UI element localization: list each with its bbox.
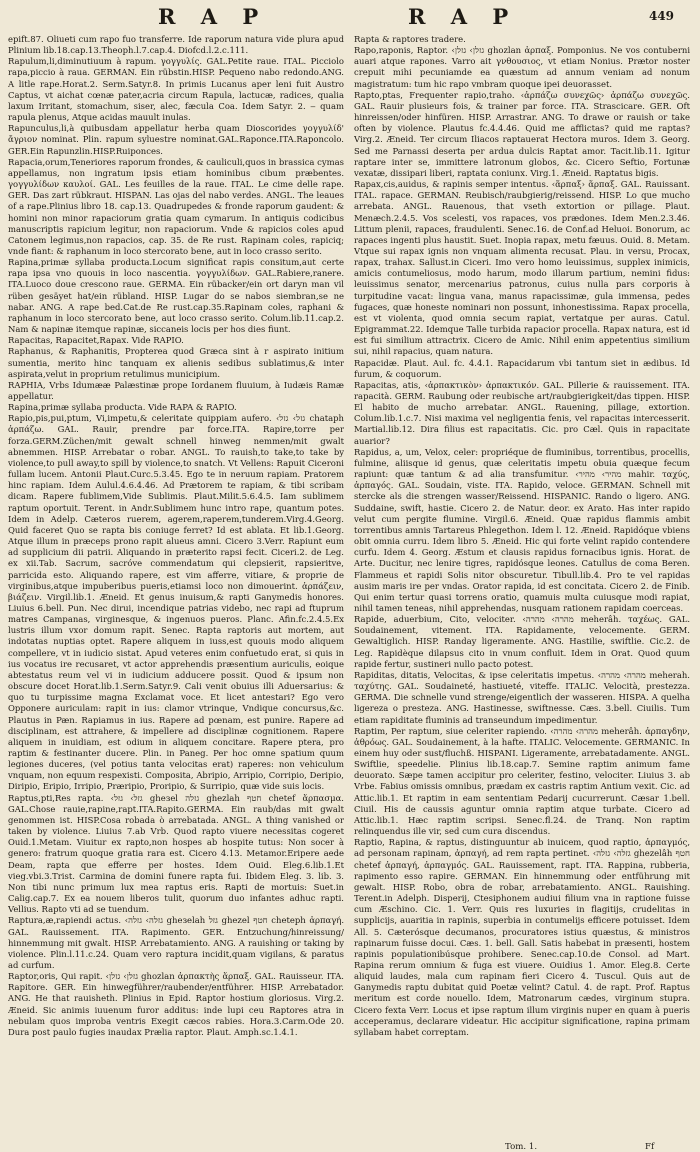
- page-number: 449: [648, 9, 674, 23]
- volume-mark: Tom. 1.: [505, 1142, 538, 1152]
- dictionary-entry: Rapio,pis,pui,ptum, Vi,impetu,& celeritate quippiam aufero. ‹גזל› גזל chataph ἁρπάζω. GAL. Rauir, prendre par force.ITA. Rapire,torre per forza.GERM.Züchen/mit gewalt schnell hinweg nemmen/mit gwalt abnemmen. HISP. Arrebatar o robar. ANGL. To rauish,to take,to take by violence,to pull away,to spill by violence,to snatch. Vt Vellens: Rapuit Ciceroni fullam lucem. Antonii Plaut.Curc.5.3.45. Ego te in neruum rapiam. Pratorem hinc rapiam. Idem Aulul.4.6.4.46. Ad Prætorem te rapiam, & tibi scribam dicam. Rapere fublimem,Vide Sublimis. Plaut.Milit.5.6.4.5. Iam sublimem raptum oportuit. Terent. in Andr.Sublimem hunc intro rape, quantum potes. Idem in Adelp. Cæteros ruerem, agerem,raperem,tunderem.Virg.4.Georg. Quid faceret Quo se rapta bis coniuge ferret? Id est ablata. Et lib.1.Georg. Atque illum in præceps prono rapit alueus amni. Cicero 3.Verr. Rapiunt eum ad supplicium dii patrii. Aliquando in præterito rapsi fecit. Ciceri.2. de Leg. ex xii.Tab. Sacrum, sacróve commendatum qui clepsierit, rapsieritve, parricida esto. Aliquando rapere, est vim afferre, vitiare, & proprie de virginibus,atque impuberibus pueris,etiamsi loco non dimouerint. ἁρπάζειν, βιάζειν. Virgil.lib.1. Æneid. Et genus inuisum,& rapti Ganymedis honores. Liuius 6.bell. Pun. Nec dirui, incendique patrias videbo, nec rapi ad ftuprum matres Campanas, virginesque, & ingenuos pueros. Planc. Afin.fc.2.4.5.Ex lustris illum vxor domum rapit. Senec. Rapta raptoris aut mortem, aut indotatas nuptias optet. Rapere aliquem in iuss,est quouis modo aliquem compellere, vt in iudicio sistat. Apud veteres enim confuetudo erat, si quis in ius vocatus ire recusaret, vt actor apprehendis præsentium auriculis, eoique abtestatus reum vel vi in iudicium adducere possit. Quod & ipsum non obscure docet Horat.lib.1.Serm.Satyr.9. Cali venit obuius illi Aduersarius: & quo tu turpissime magna Exclamat voce. Et licet antestari? Ego vero Opponere auriculam: rapit in ius: clamor vtrinque, Vndique concursus,&c. Plautus in Pæn. Rapiamus in ius. Rapere ad pœnam, est punire. Rapere ad disciplinam, est attrahere, & impellere ad disciplinæ cognitionem. Rapere aliquem in inuidiam, est odium in aliquem concitare. Rapere ptera, pro raptim & festinanter ducere. Plin. in Paneg. Per hoc omne spatium quum legiones duceres, (vel potius tanta velocitas erat) raperes: non vehiculum vnquam, non equum respexisti. Composita, Abripio, Arripio, Corripio, Deripio, Diripio, Eripio, Irripio, Præripio, Proripio, & Surripio, quæ vide suis locis.: [8, 413, 344, 792]
- dictionary-entry: Rapide, aduerbium, Cito, velociter. ‹מהרה› מהרה meherâh. ταχέως. GAL. Soudainement, vitement. ITA. Rapidamente, velocemente. GERM. Gewaltiglich. HISP. Randay ligeramente. ANG. Hastilie, swiftlie. Cic.2. de Leg. Rapidèque dilapsus cito in vnum confluit. Idem in Orat. Quod quum rapide fertur, sustineri nullo pacto potest.: [354, 614, 690, 669]
- two-column-body: [8, 34, 690, 1126]
- right-column: [354, 34, 690, 1126]
- dictionary-entry: Rapacia,orum,Teneriores raporum frondes, & cauliculi,quos in brassica cymas appellamus, non ingratum ipsis etiam hominibus cibum præbentes. γογγυλίδων καυλοί. GAL. Les feuilles de la raue. ITAL. Le cime delle rape. GER. Das zart rübkraut. HISPAN. Las ojas del nabo verdes. ANGL. The leaues of a rape.Plinius libro 18. cap.13. Quadrupedes & fronde raporum gaudent: & homini non minor rapaciorum gratia quam cymarum. In antiquis codicibus manuscriptis rapicium legitur, non rapaciorum. Vnde & rapicios coles apud Catonem legimus,non rapacios, cap. 35. de Re rust. Rapinam coles, rapiciq; vnde fiant: & raphanum in loco stercorato bene, aut in loco crasso serito.: [8, 156, 344, 256]
- dictionary-entry: Raptura,æ,rapiendi actus. ‹גזלה› גזלה gheзelah גזל ghezel חטף cheteph ἁρπαγή. GAL. Rauissement. ITA. Rapimento. GER. Entzuchung/hinreissung/ hinnemmung mit gwalt. HISP. Arrebatamiento. ANG. A rauishing or taking by violence. Plin.l.11.c.24. Quam vero raptura incidit,quam vigilans, & paratus ad curfum.: [8, 915, 344, 970]
- dictionary-entry: Raptus,pti,Res rapta. ‹גזל› גזל gheзel גזלה ghezlah חטף chetef ἅρπασμα. GAL.Chose rauie,rapine,rapt.ITA.Rapito.GERMA. Ein raub/das mit gwalt genommen ist. HISP.Cosa robada ò arrebatada. ANGL. A thing vanished or taken by violence. Liuius 7.ab Vrb. Quod rapto viuere necessitas cogeret Ouid.1.Metam. Viuitur ex rapto,non hospes ab hospite tutus: Non socer à genero: fratrum quoque gratia rara est. Cicero 4.13. Metamor.Eripere aede Deam, rapta que efferre per hostes. Idem Ouid. Eleg.6.lib.1.Et vieg.vbi.3.Trist. Carmina de domini funere rapta fui. Ibidem Eleg. 3. lib. 3. Non tibi nunc primum lux mea raptus eris. Rapti de mortuis: Suet.in Calig.cap.7. Ex ea nouem liberos tulit, quorum duo infantes adhuc rapti. Vellius. Rapto vti ad se tuendum.: [8, 792, 344, 915]
- dictionary-entry: RAPHIA, Vrbs Idumææ Palæstinæ prope Iordanem fluuium, à Iudæis Ramæ appellatur.: [8, 379, 344, 401]
- dictionary-entry: Rapacitas, atis, ‹ἁρπακτικὸν› ἁρπακτικόν. GAL. Pillerie & rauissement. ITA. rapacità. GERM. Raubung oder reubische art/raubgierigkeit/das tippen. HISP. El habito de mucho arrebatar. ANGL. Rauening, pillage, extortion. Colum.lib.1.c.7. Nisi maxima vel negligentia fenis, vel rapacitas intercesserit. Martial.lib.12. Dira filius est rapacitatis. Cic. pro Cæl. Quis in rapacitate auarior?: [354, 379, 690, 446]
- running-head-right: R A P: [408, 4, 518, 29]
- dictionary-entry: Rapidus, a, um, Velox, celer: propriéque de fluminibus, torrentibus, procellis, fulmine, aliisque id genus, quæ celeritatis impetu obuia quæque fecum rapiunt: quæ tantum & ad alia transfumitur. ‹מהיר› מהיר mahir. ταχύς, ἁρπαγός. GAL. Soudain, viste. ITA. Rapido, veloce. GERMAN. Schnell mit stercke als die strengen wasser/Reissend. HISPANIC. Rando o ligero. ANG. Suddaine, swift, hastie. Cicero 2. de Natur. deor. ex Arato. Has inter rapido velut cum pergite flumine. Virgil.6. Æneid. Quæ rapidus flammis ambit torrentibus amnis Tartareus Phlegethon. Idem l. 12. Æneid. Rapidóque vbiens obit omnia curru. Idem libro 5. Æneid. Hic qui forte velint rapido contendere curfu. Idem 4. Georg. Æstum et clausis rapidus fornacibus ignis. Horat. de Arte. Ducitur, nec lenire tigres, rapidósque leones. Catullus de coma Beren. Flammeus et rapidi Solis nitor obscuretur. Tibull.lib.4. Pro te vel rapidas ausim maris ire per vndas. Orator rapida, id est concitata. Cicero 2. de Finib. Qui enim tertur quasi torrens oratio, quamuis multa cuiusque modi rapiat, nihil tamen teneas, nihil apprehendas, nusquam rationem rapidam coerceas.: [354, 446, 690, 613]
- dictionary-entry: Rapto,ptas, Frequenter rapio,traho. ‹ἁρπάζω συνεχῶς› ἁρπάζω συνεχῶς. GAL. Rauir plusieurs fois, & trainer par force. ITA. Strascicare. GER. Oft hinreissen/oder hinfüren. HISP. Arrastrar. ANG. To drawe or rauish or take often by violence. Plautus fc.4.4.46. Quid me afflictas? quid me raptas? Virg.2. Æneid. Ter circum Iliacos raptauerat Hectora muros. Idem 3. Georg. Sed me Parnassi deserta per ardua dulcis Raptat amor. Tacit.lib.11. Igitur raptare inter se, immittere latronum globos, &c. Cicero Seftio, Fortunæ vexatæ, dissipari liberi, raptata coniunx. Virg.1. Æneid. Raptatus bigis.: [354, 89, 690, 178]
- dictionary-entry: Rapacitas, Rapacitet,Rapax. Vide RAPIO.: [8, 335, 184, 346]
- dictionary-entry: Rapacidæ. Plaut. Aul. fc. 4.4.1. Rapacidarum vbi tantum siet in ædibus. Id furum, & coquorum.: [354, 357, 690, 379]
- page-header: [8, 0, 690, 34]
- signature-mark: Ff: [645, 1142, 655, 1152]
- dictionary-entry: epift.87. Oliueti cum rapo fuo transferre. Ide raporum natura vide plura apud Plinium lib.18.cap.13.Theoph.l.7.cap.4. Diofcd.l.2.c.111.: [8, 34, 344, 56]
- dictionary-entry: Rapta & raptores tradere.: [354, 34, 466, 44]
- dictionary-entry: Rapiditas, ditatis, Velocitas, & ipse celeritatis impetus. ‹מהרה› מהרה meherah. ταχύτης. GAL. Soudaineté, hastiueté, viteffe. ITALIC. Velocità, prestezza. GERMA. Die schnelle vund strenge/eigentlich der wasseren. HISPA. A quelha ligereza o presteza. ANG. Hastinesse, swiftnesse. Cæs. 3.bell. Ciuilis. Tum etiam rapiditate fluminis ad transeundum impedimentur.: [354, 669, 690, 725]
- dictionary-entry: Raphanus, & Raphanitis, Propterea quod Græca sint à r aspirato initium sumentia, merito hinc tanquam ex alienis sedibus sublatimus,& inter aspirata,velut in proprium retulimus municipium.: [8, 346, 344, 379]
- dictionary-entry: Raptim, Per raptum, siue celeriter rapiendo. ‹מהרה› מהרה meherâh. ἁρπαγδην, ἀθρόως. GAL. Soudainement, à la hafte. ITALIC. Velocemente. GERMANIC. In einem huy oder sust/fluchß. HISPANI. Ligeramente, arrebatadamente. ANGL. Swiftlie, speedelie. Plinius lib.18.cap.7. Semine raptim animum fame deuorato. Sæpe tamen accipitur pro celeriter, festino, velociter. Liuius 3. ab Vrbe. Fabius omissis omnibus, prædam ex castris raptim Antium vexit. Cic. ad Attic.lib.1. Et raptim in eam sententiam Pedarij cucurrerunt. Cæsar 1.bell. Ciuil. His de caussis aguntur omnia raptim atque turbate. Cicero ad Attic.lib.1. Hæc raptim scripsi. Senec.fl.24. de Tranq. Non raptim relinquendus ille vir, sed cum cura discendus.: [354, 725, 690, 837]
- dictionary-entry: Rapina,primæ syllaba producta.Locum significat rapis consitum,aut certe rapa ipsa vno quouis in loco nascentia. γογγυλίδων. GAL.Rabiere,ranere. ITA.Luoco doue crescono raue. GERMA. Ein rübacker/ein ort daryn man vil rüben gesäyet hat/ein rübland. HISP. Lugar do se nabos siembran,se ne nabar. ANG. A rape bed.Cat.de Re rust.cap.35.Rapinam coles, raphani & raphanum in loco stercorato bene, aut loco crasso serito. Colum.lib.11.cap.2. Nam & napinæ itemque rapinæ, siccaneis locis per hos dies fiunt.: [8, 257, 344, 335]
- dictionary-entry: Rapax,cis,auidus, & rapinis semper intentus. ‹ἅρπαξ› ἅρπαξ. GAL. Rauissant. ITAL. rapace. GERMAN. Reubisch/raubgierig/reissend. HISP. Lo que mucho arrebata. ANGL. Rauenous, that vseth extortion or pillage. Plaut. Menæch.2.4.5. Vos scelesti, vos rapaces, vos prædones. Idem Men.2.3.46. Littum plenii, rapaces, fraudulenti. Senec.16. de Conf.ad Heluoi. Bonorum, ac rapaces ingenti plus haustit. Suet. Inopia rapax, metu fæuus. Ouid. 8. Metam. Vtque sui rapax ignis non vnquam alimenta recusat. Plau. in versu, Procax, rapax, trahax. Sallust.in Ciceri. Imo vero homo leuissimus, supplex inimicis, amicis contumeliosus, modo harum, modo illarum partium, nemini fidus: leuissimus senator, mercenarius patronus, cuius nulla pars corporis à turpitudine vacat: lingua vana, manus rapacissimæ, gula immensa, pedes fugaces, quæ honeste nominari non possunt, inhonestissima. Rapax procella, est vt violenta, quod omnia secum rapiat, vertatque per auras. Catul. Epigrammat.22. Idemque Talle turbida rapacior procella. Rapax natura, est id est fui similium attractrix. Cicero de Amic. Nihil enim appetentius similium sui, nihil rapacius, quam natura.: [354, 179, 690, 357]
- dictionary-entry: Raptio, Rapina, & raptus, distinguuntur ab inuicem, quod raptio, ἁρπαγμός, ad personam rapinam, ἁρπαγή, ad rem rapta pertinet. ‹גזלה› גזלה ghezelâh חטף chetef ἁρπαγή, ἁρπαγμός. GAL. Rauissement, rapt. ITA. Rappina, rubberia, rapimento esso rapire. GERMAN. Ein hinnemmung oder entführung mit gewalt. HISP. Robo, obra de robar, arrebatamiento. ANGL. Rauishing. Terent.in Adelph. Disperij, Ctesiphonem audiui filium vna in raptione fuisse cum Æschino. Cic. 1. Verr. Quis res luxuries in flagitijs, crudelitas in supplicijs, auaritia in rapinis, superbia in contumelijs efficere potuisset. Idem All. 5. Cæterósque decumanos, procuratores istius quæstus, & ministros rapinarum fuisse docui. Cæs. 1. bell. Gall. Satis habebat in præsenti, hostem rapinis populationibúsque prohibere. Senec.cap.10.de Consol. ad Mart. Rapina rerum omnium & fuga est viuere. Ouidius 1. Amor. Eleg.8. Certe aliquid laudes, mala cum rapinam fieri Cicero 4. Tuscul. Quis aut de Ganymedis raptu dubitat quid Poetæ velint? Catul. 4. de rapt. Prof. Raptus meritum est corde nouello. Idem, Matronarum cædes, virginum stupra. Cicero fexta Verr. Locus et ipse raptum illum virginis nuper en quam à pueris acceperamus, declarare videatur. Hic accipitur significatione, rapina primam syllabam habet correptam.: [354, 837, 690, 1037]
- dictionary-entry: Rapina,primæ syllaba producta. Vide RAPA & RAPIO.: [8, 402, 237, 413]
- dictionary-entry: Raptor,oris, Qui rapit. ‹גזלן› גזלן ghozlan ἁρπακτὴς ἅρπαξ. GAL. Rauisseur. ITA. Rapitore. GER. Ein hinwegführer/raubender/entführer. HISP. Arrebatador. ANG. He that rauisheth. Plinius in Epid. Raptor hostium gloriosus. Virg.2. Æneid. Sic animis iuuenum furor additus: inde lupi ceu Raptores atra in nebulam quos improba ventris Exegit cæcos rabies. Hora.3.Carm.Ode 20. Dura post paulo fugies inaudax Prælia raptor. Plaut. Amph.sc.1.4.1.: [8, 971, 344, 1037]
- dictionary-entry: Rapo,raponis, Raptor. ‹גזלן› גזלן ghozlan ἁρπαξ. Pomponius. Ne vos contuberni auari atque rapones. Varro ait γνθουσιος, vt etiam Nonius. Prætor noster crepuit mihi pecuniamde ea quæstum ad annum veniam ad nonum magistratum: tum hic rapo vmbram quoque ipei deuorasset.: [354, 45, 690, 89]
- running-head-left: R A P: [158, 4, 268, 29]
- left-column: [8, 34, 344, 1126]
- dictionary-entry: Rapulum,li,diminutiuum à rapum. γογγυλίς. GAL.Petite raue. ITAL. Picciolo rapa,piccio à raua. GERMAN. Ein rübstin.HISP. Pequeno nabo redondo.ANG. A litle rape.Horat.2. Serm.Satyr.8. In primis Lucanus aper leni fuit Austro Captus, vt aichat cœnæ pater,acria circum Rapula, lactucæ, radices, qualia laxum Irritant, stomachum, siser, alec, fæcula Coa. Idem Satyr. 2. ‒ quam rapula plenus, Atque acidas mauult inulas.: [8, 56, 344, 123]
- dictionary-entry: Rapunculus,li,à quibusdam appellatur herba quam Dioscorides γογγυλίδ' ἄγριον nominat. Plin. rapum syluestre nominat.GAL.Raponce.ITA.Raponcolo. GER.Ein Rapunzlin.HISP.Ruiponces.: [8, 123, 344, 156]
